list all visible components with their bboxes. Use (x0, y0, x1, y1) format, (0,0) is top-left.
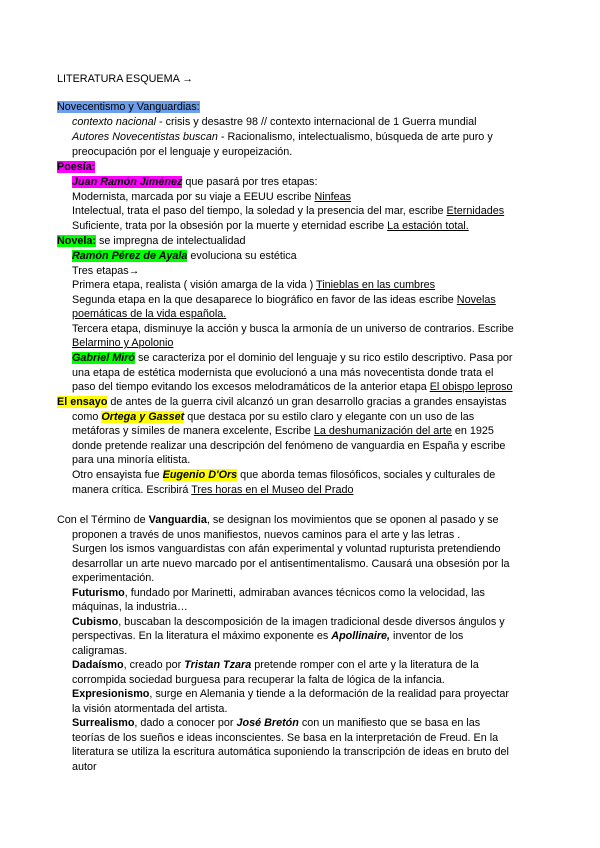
novela-author-2: Gabriel Miró se caracteriza por el dominio del lenguaje y su rico estilo descriptivo. Pasa por (72, 352, 513, 364)
novela-author-1: Ramón Pérez de Ayala evoluciona su estética (72, 250, 297, 262)
surrealismo-line-2: teorías de los sueños e ideas inconscientes. Se basa en la interpretación de Freud. En la (72, 732, 499, 744)
surrealismo-line-4: autor (72, 761, 97, 773)
heading-novela: Novela: se impregna de intelectualidad (57, 235, 246, 247)
novela-stage-2: Segunda etapa en la que desaparece lo biográfico en favor de las ideas escribe Novelas (72, 294, 496, 306)
vanguardia-line-3: Surgen los ismos vanguardistas con afán experimental y voluntad rupturista pretendiendo (72, 543, 501, 555)
poesia-stage-2: Intelectual, trata el paso del tiempo, la soledad y la presencia del mar, escribe Eternidades (72, 205, 505, 217)
expresionismo-line-1: Expresionismo, surge en Alemania y tiende a la deformación de la realidad para proyectar (72, 688, 509, 700)
authors-line: Autores Novecentistas buscan - Racionalismo, intelectualismo, búsqueda de arte puro y (72, 131, 493, 143)
cubismo-line-1: Cubismo, buscaban la descomposición de la imagen tradicional desde diversos ángulos y (72, 616, 505, 628)
poesia-stage-1: Modernista, marcada por su viaje a EEUU escribe Ninfeas (72, 191, 352, 203)
vanguardia-line-1: Con el Término de Vanguardia, se designan los movimientos que se oponen al pasado y se (57, 514, 499, 526)
ensayo-line-4: para una minoría elitista. (72, 454, 191, 466)
novela-stage-3: Tercera etapa, disminuye la acción y busca la armonía de un universo de contrarios. Escribe (72, 323, 514, 335)
poesia-author-line: Juan Ramón Jiménez que pasará por tres etapas: (72, 176, 318, 188)
ensayo-line-1: como Ortega y Gasset que destaca por su estilo claro y elegante con un uso de las (72, 411, 475, 423)
ensayo-line-6: manera crítica. Escribirá Tres horas en el Museo del Prado (72, 484, 354, 496)
cubismo-line-2: perspectivas. En la literatura el máximo exponente es Apollinaire, inventor de los (72, 630, 464, 642)
vanguardia-line-5: experimentación. (72, 572, 155, 584)
expresionismo-line-2: la visión atormentada del artista. (72, 703, 228, 715)
heading-poesia: Poesía: (57, 161, 96, 173)
heading-ensayo: El ensayo de antes de la guerra civil alcanzó un gran desarrollo gracias a grandes ensayistas (57, 396, 507, 408)
ensayo-line-2: metáforas y símiles de manera excelente, Escribe La deshumanización del arte en 1925 (72, 425, 494, 437)
futurismo-line-2: máquinas, la industria… (72, 601, 188, 613)
ensayo-line-3: donde pretende realizar una descripción del fenómeno de vanguardia en España y escribe (72, 440, 506, 452)
novela-stage-1: Primera etapa, realista ( visión amarga de la vida ) Tinieblas en las cumbres (72, 279, 436, 291)
futurismo-line-1: Futurismo, fundado por Marinetti, admiraban avances técnicos como la velocidad, las (72, 587, 485, 599)
cubismo-line-3: caligramas. (72, 645, 128, 657)
poesia-stage-3: Suficiente, trata por la obsesión por la muerte y eternidad escribe La estación total. (72, 220, 469, 232)
novela-stages-title: Tres etapas→ (72, 265, 140, 277)
surrealismo-line-1: Surrealismo, dado a conocer por José Bretón con un manifiesto que se basa en las (72, 717, 481, 729)
surrealismo-line-3: literatura se utiliza la escritura automática suponiendo la transcripción de ideas en bruto del (72, 746, 509, 758)
context-line: contexto nacional - crisis y desastre 98 // contexto internacional de 1 Guerra mundial (72, 116, 477, 128)
vanguardia-line-4: desarrollar un arte nuevo marcado por el antisentimentalismo. Causará una obsesión por la (72, 558, 510, 570)
heading-novecentismo: Novecentismo y Vanguardias: (57, 101, 200, 113)
novela-author-2-cont-2: paso del tiempo evitando los excesos melodramáticos de la anterior etapa El obispo leproso (72, 381, 513, 393)
vanguardia-line-2: proponen a través de unos manifiestos, nuevos caminos para el arte y las letras . (72, 529, 461, 541)
dadaismo-line-1: Dadaísmo, creado por Tristan Tzara pretende romper con el arte y la literatura de la (72, 659, 479, 671)
ensayo-line-5: Otro ensayista fue Eugenio D'Ors que aborda temas filosóficos, sociales y culturales de (72, 469, 496, 481)
novela-stage-2-cont: poemáticas de la vida española. (72, 308, 227, 320)
novela-stage-3-work: Belarmino y Apolonio (72, 337, 174, 349)
document-title: LITERATURA ESQUEMA → (57, 73, 193, 85)
novela-author-2-cont-1: una etapa de estética modernista que evolucionó a una más novecentista donde trata el (72, 367, 494, 379)
authors-line-cont: preocupación por el lenguaje y europeización. (72, 146, 293, 158)
dadaismo-line-2: corrompida sociedad burguesa para recuperar la falta de lógica de la infancia. (72, 674, 445, 686)
